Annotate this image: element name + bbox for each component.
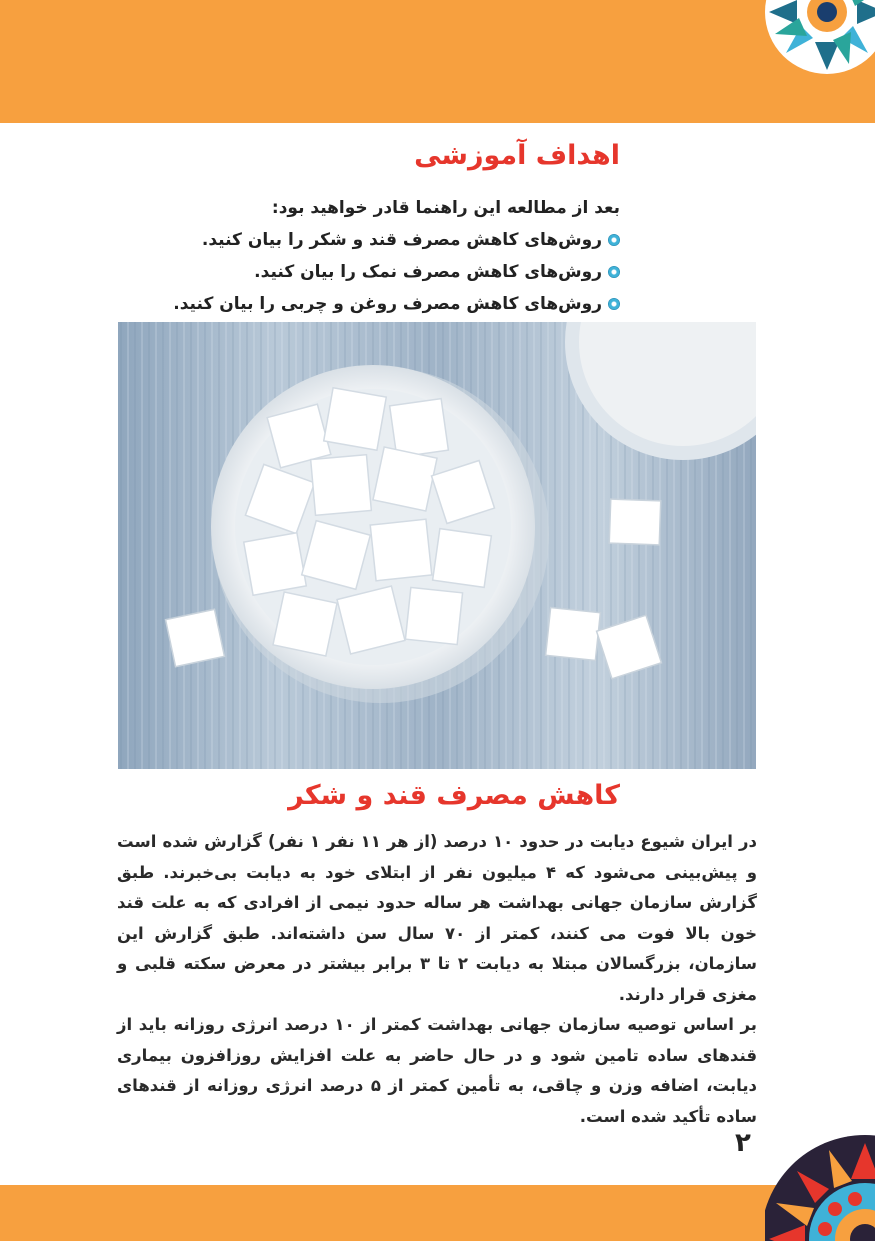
objective-text: روش‌های کاهش مصرف قند و شکر را بیان کنید. [201, 230, 602, 250]
sugar-cubes-bowl-photo [118, 322, 756, 769]
objective-text: روش‌های کاهش مصرف نمک را بیان کنید. [254, 262, 602, 282]
list-item [100, 256, 620, 288]
list-item [100, 224, 620, 256]
objectives-block [100, 192, 620, 320]
page-number: ۲ [735, 1128, 751, 1158]
objective-text: روش‌های کاهش مصرف روغن و چربی را بیان کنید. [173, 294, 602, 314]
objectives-list [100, 224, 620, 320]
paragraph: بر اساس توصیه سازمان جهانی بهداشت کمتر از ۱۰ درصد انرژی روزانه باید از قندهای ساده تامین شود و در حال حاضر به علت افزایش روزافزون بیماری دیابت، اضافه وزن و چاقی، به تأمین کمتر از ۵ درصد انرژی روزانه از قندهای ساده تأکید شده است. [117, 1015, 757, 1126]
section-body [117, 827, 757, 1132]
footer-band [0, 1185, 875, 1241]
geometric-star-ornament [735, 0, 875, 115]
paragraph: در ایران شیوع دیابت در حدود ۱۰ درصد (از هر ۱۱ نفر ۱ نفر) گزارش شده است و پیش‌بینی می‌شود که ۴ میلیون نفر از ابتلای خود به دیابت بی‌خبرند. طبق گزارش سازمان جهانی بهداشت هر ساله حدود نیمی از افرادی که به علت قند خون بالا فوت می کنند، کمتر از ۷۰ سال سن داشته‌اند. طبق گزارش این سازمان، بزرگسالان مبتلا به دیابت ۲ تا ۳ برابر بیشتر در معرض سکته قلبی و مغزی قرار دارند. [117, 832, 758, 1004]
flower-bullet-icon [608, 298, 620, 310]
section-heading: کاهش مصرف قند و شکر [288, 780, 620, 811]
mandala-ornament [765, 1121, 875, 1241]
list-item [100, 288, 620, 320]
flower-bullet-icon [608, 234, 620, 246]
objectives-heading: اهداف آموزشی [414, 140, 620, 171]
flower-bullet-icon [608, 266, 620, 278]
objectives-intro: بعد از مطالعه این راهنما قادر خواهید بود: [271, 198, 620, 218]
